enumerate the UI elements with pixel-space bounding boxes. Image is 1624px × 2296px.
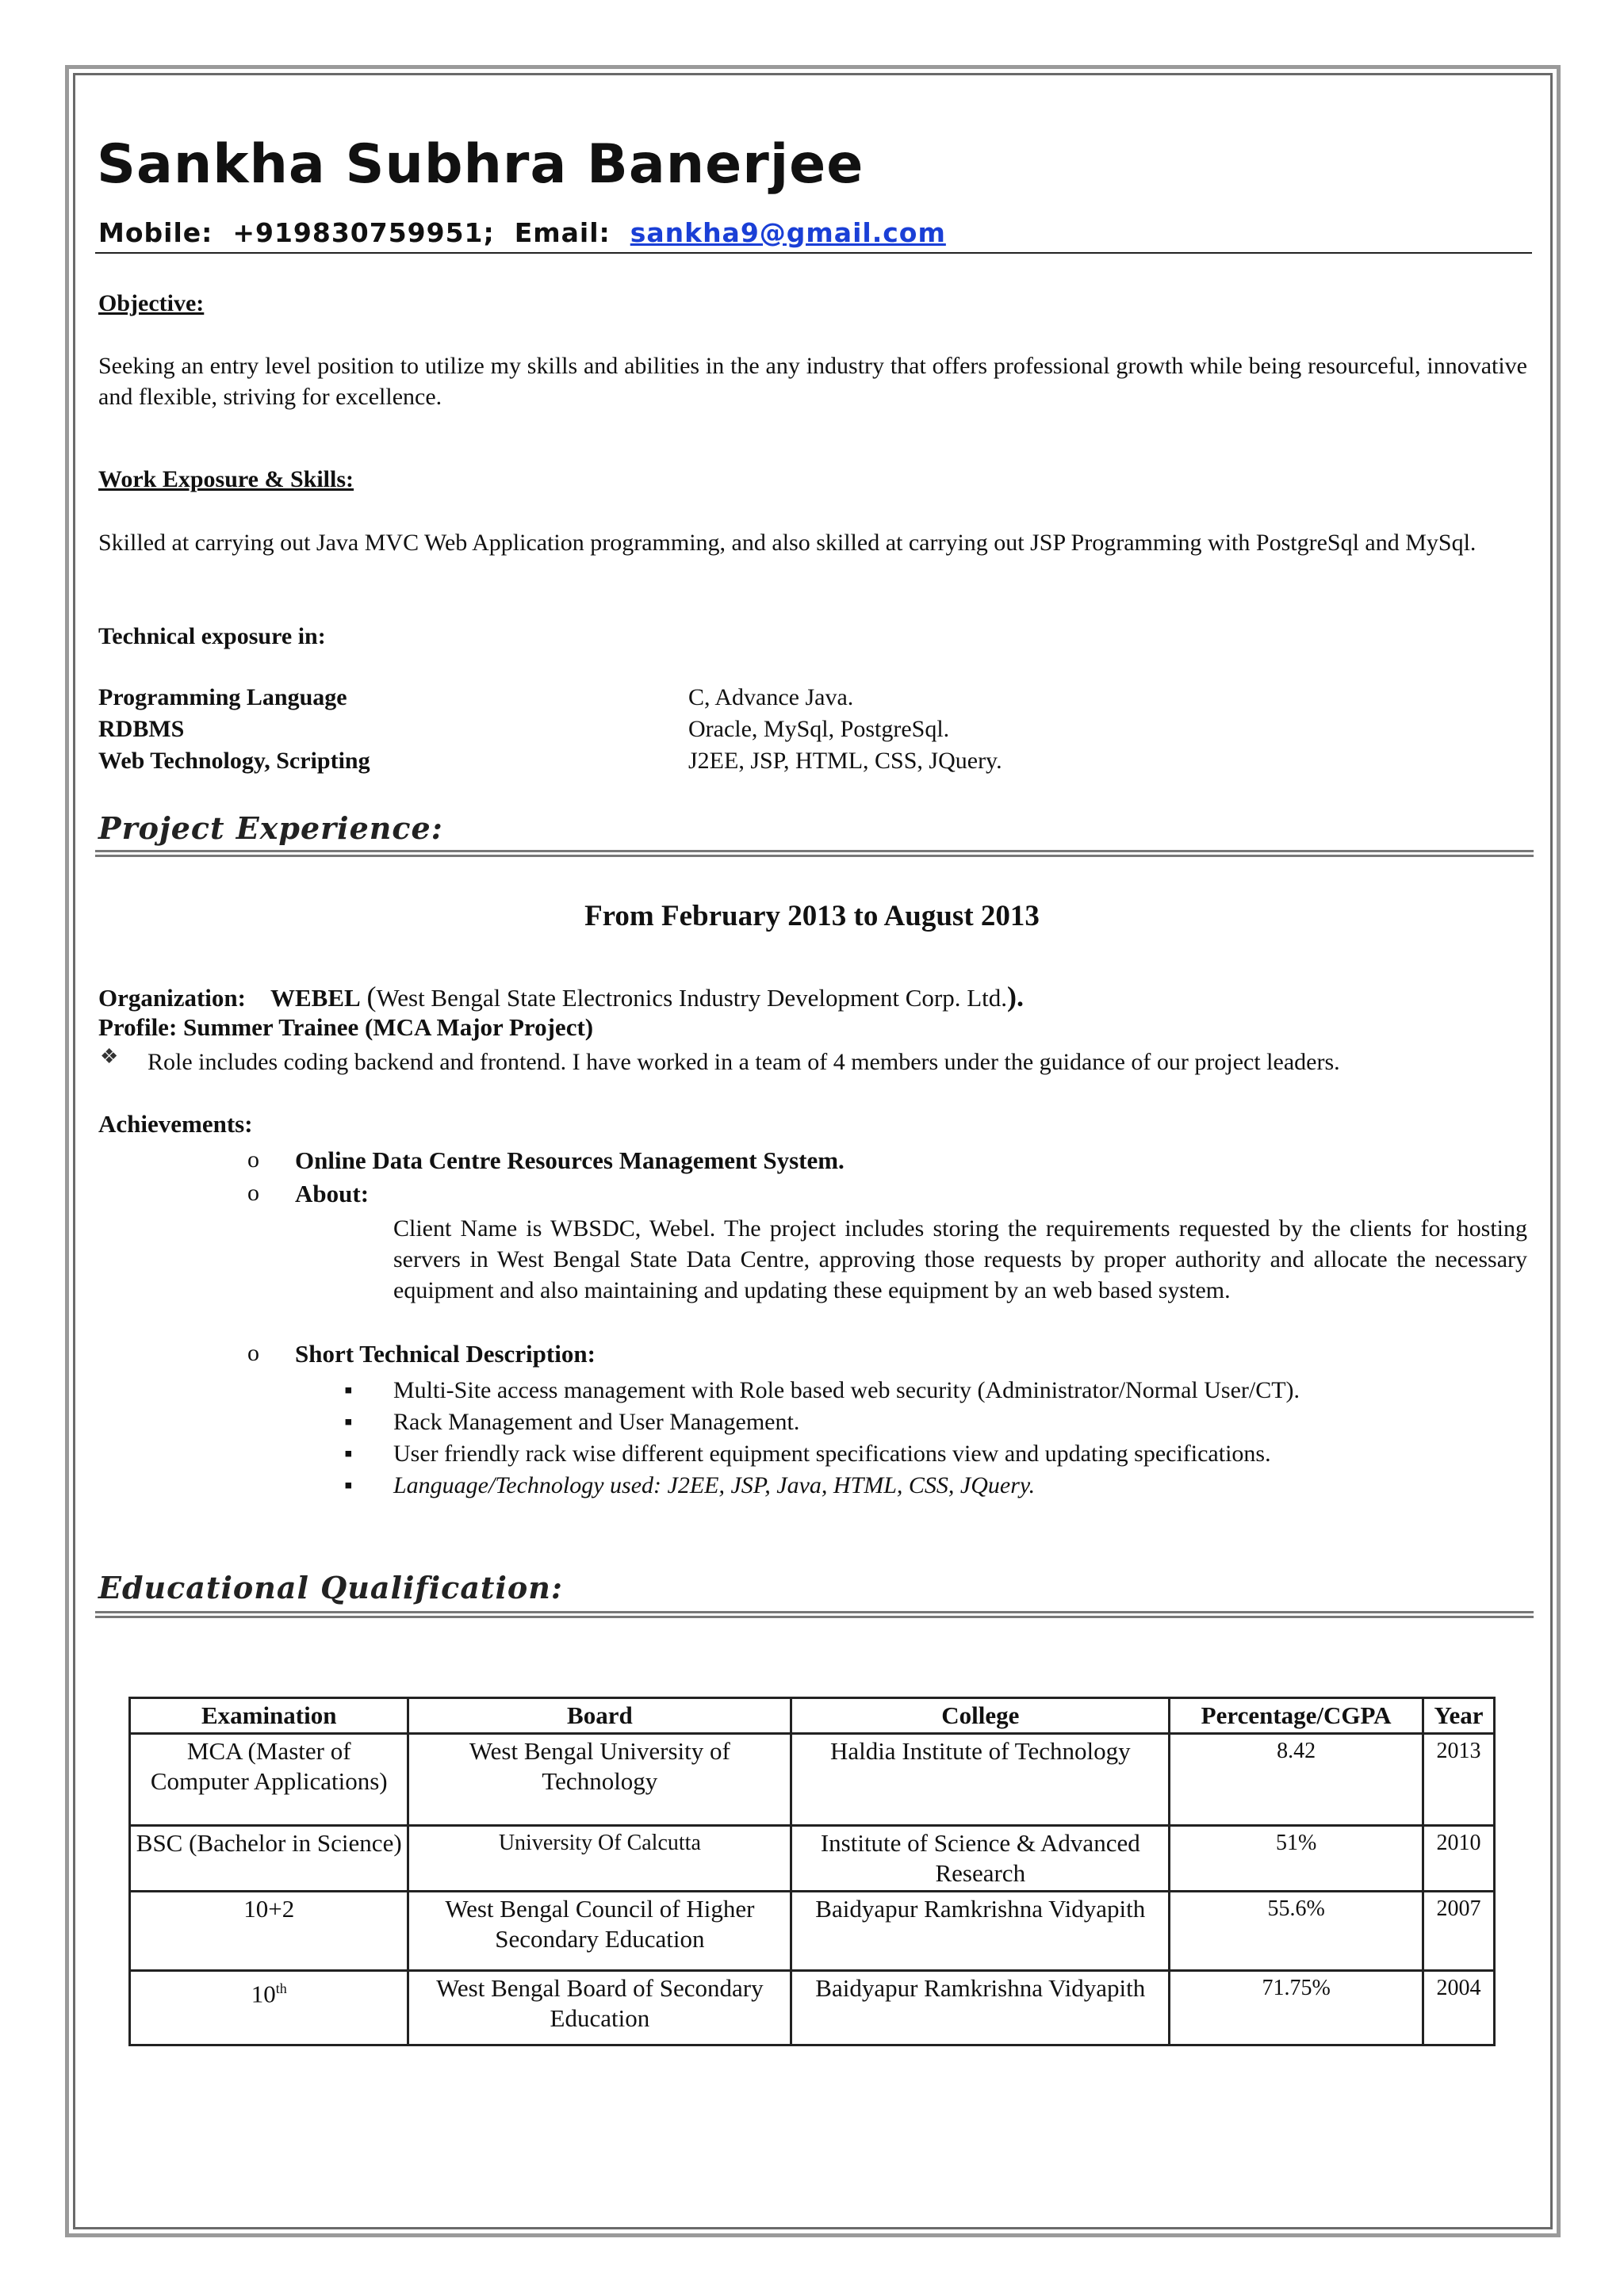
diamond-bullet-icon: ❖: [100, 1045, 119, 1068]
column-header: College: [791, 1698, 1170, 1734]
objective-heading: Objective:: [98, 290, 205, 316]
skill-value-programming: C, Advance Java.: [688, 684, 854, 710]
education-divider: [95, 1611, 1534, 1618]
email-label: Email:: [514, 217, 611, 248]
organization-line: Organization: WEBEL (West Bengal State Electronics Industry Development Corp. Ltd.).: [98, 981, 1025, 1012]
profile-line: Profile: Summer Trainee (MCA Major Project): [98, 1013, 594, 1041]
email-link[interactable]: sankha9@gmail.com: [630, 217, 946, 248]
column-header: Percentage/CGPA: [1170, 1698, 1423, 1734]
column-header: Year: [1423, 1698, 1495, 1734]
board-cell: West Bengal Council of Higher Secondary Education: [408, 1892, 791, 1971]
tech-description-label: Short Technical Description:: [295, 1340, 596, 1368]
board-cell: University Of Calcutta: [408, 1826, 791, 1892]
contact-line: [98, 217, 946, 248]
skill-label-programming: Programming Language: [98, 684, 347, 710]
table-row: [130, 1971, 1495, 2045]
mobile-number: +919830759951;: [232, 217, 495, 248]
college-cell: Institute of Science & Advanced Research: [791, 1826, 1170, 1892]
skill-label-rdbms: RDBMS: [98, 716, 185, 742]
exam-cell: 10+2: [130, 1892, 408, 1971]
year-cell: 2010: [1423, 1826, 1495, 1892]
board-cell: West Bengal Board of Secondary Education: [408, 1971, 791, 2045]
score-cell: 51%: [1170, 1826, 1423, 1892]
table-row: [130, 1734, 1495, 1826]
exam-cell: BSC (Bachelor in Science): [130, 1826, 408, 1892]
year-cell: 2007: [1423, 1892, 1495, 1971]
square-bullet-icon: ▪: [344, 1409, 353, 1435]
score-cell: 55.6%: [1170, 1892, 1423, 1971]
org-full-name: West Bengal State Electronics Industry Development Corp. Ltd.: [376, 984, 1008, 1012]
college-cell: Baidyapur Ramkrishna Vidyapith: [791, 1971, 1170, 2045]
org-label: Organization:: [98, 984, 246, 1012]
column-header: Board: [408, 1698, 791, 1734]
skill-value-rdbms: Oracle, MySql, PostgreSql.: [688, 716, 950, 742]
work-text: Skilled at carrying out Java MVC Web Application programming, and also skilled at carrying out JSP Programming with PostgreSql and MySql.: [98, 530, 1477, 556]
objective-text: Seeking an entry level position to utilize my skills and abilities in the any industry that offers professional growth while being resourceful, innovative and flexible, striving for excellence.: [98, 353, 1527, 410]
score-cell: 8.42: [1170, 1734, 1423, 1826]
work-heading: Work Exposure & Skills:: [98, 466, 354, 492]
header-divider: [95, 252, 1532, 254]
year-cell: 2004: [1423, 1971, 1495, 2045]
circle-bullet-icon: o: [247, 1180, 259, 1206]
table-row: [130, 1826, 1495, 1892]
year-cell: 2013: [1423, 1734, 1495, 1826]
column-header: Examination: [130, 1698, 408, 1734]
org-name: WEBEL: [270, 984, 361, 1012]
square-bullet-icon: ▪: [344, 1377, 353, 1403]
about-text: Client Name is WBSDC, Webel. The project includes storing the requirements requested by the clients for hosting servers in West Bengal State Data Centre, approving those requests by proper authority and allocate the necessary equipment and also maintaining and updating these equipment by an web based system.: [393, 1215, 1527, 1303]
board-cell: West Bengal University of Technology: [408, 1734, 791, 1826]
project-divider: [95, 850, 1534, 857]
square-bullet-icon: ▪: [344, 1472, 353, 1498]
tech-heading: Technical exposure in:: [98, 623, 326, 649]
achievements-label: Achievements:: [98, 1110, 253, 1138]
project-period: From February 2013 to August 2013: [584, 900, 1040, 932]
college-cell: Baidyapur Ramkrishna Vidyapith: [791, 1892, 1170, 1971]
achievement-title: Online Data Centre Resources Management System.: [295, 1146, 845, 1174]
score-cell: 71.75%: [1170, 1971, 1423, 2045]
square-bullet-icon: ▪: [344, 1441, 353, 1467]
candidate-name: Sankha Subhra Banerjee: [97, 133, 864, 196]
table-header-row: [130, 1698, 1495, 1734]
education-heading: Educational Qualification:: [98, 1570, 563, 1605]
table-row: [130, 1892, 1495, 1971]
education-table: [128, 1697, 1496, 2046]
about-label: About:: [295, 1180, 370, 1207]
role-text: Role includes coding backend and frontend. I have worked in a team of 4 members under the guidance of our project leaders.: [147, 1049, 1340, 1075]
circle-bullet-icon: o: [247, 1340, 259, 1366]
exam-cell: 10th: [130, 1971, 408, 2045]
skill-label-web: Web Technology, Scripting: [98, 748, 370, 774]
college-cell: Haldia Institute of Technology: [791, 1734, 1170, 1826]
exam-cell: MCA (Master of Computer Applications): [130, 1734, 408, 1826]
circle-bullet-icon: o: [247, 1146, 259, 1173]
mobile-label: Mobile:: [98, 217, 213, 248]
skill-value-web: J2EE, JSP, HTML, CSS, JQuery.: [688, 748, 1002, 774]
project-heading: Project Experience:: [98, 810, 443, 846]
